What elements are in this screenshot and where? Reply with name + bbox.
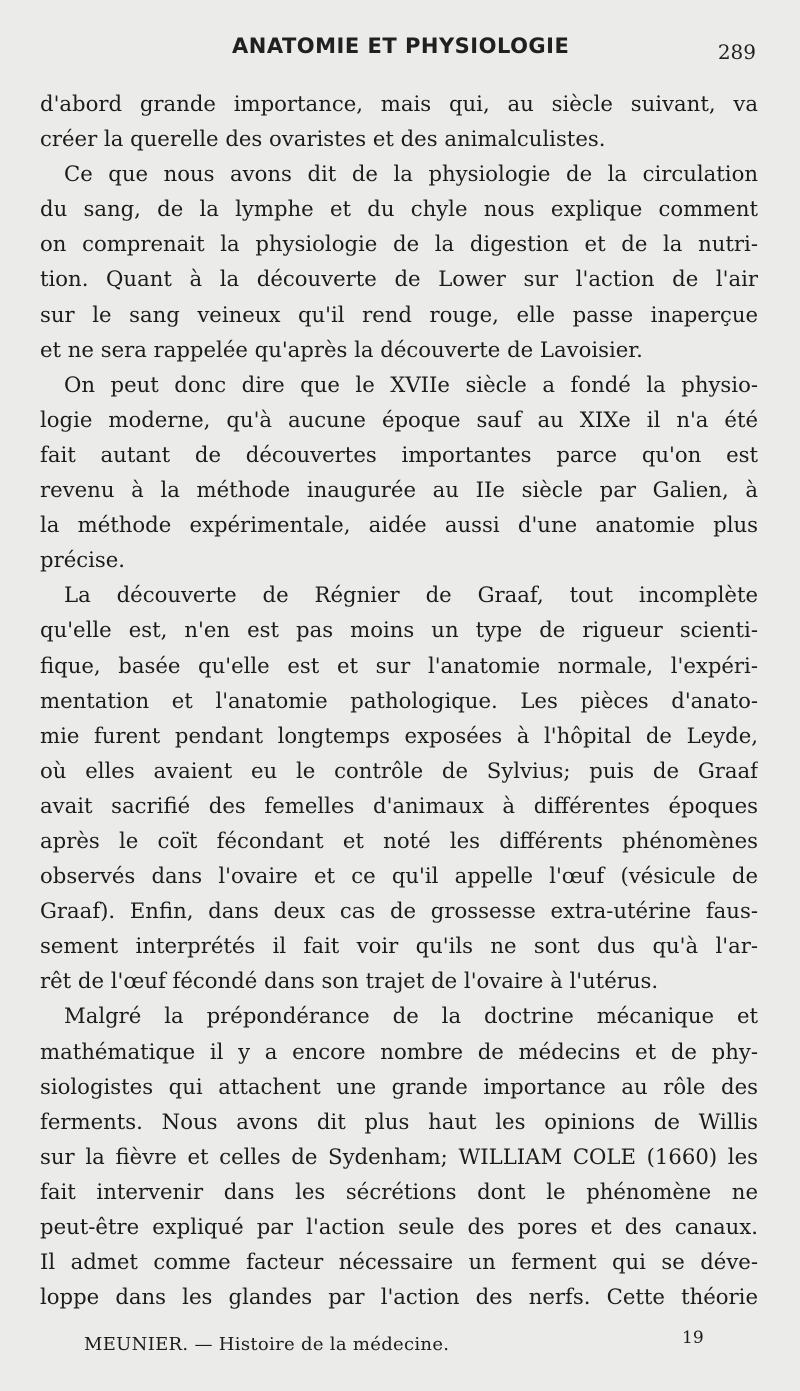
signature-mark: 19 <box>682 1328 704 1348</box>
running-head-title: ANATOMIE ET PHYSIOLOGIE <box>232 34 570 58</box>
text-line: et ne sera rappelée qu'après la découverte de Lavoisier. <box>40 336 643 362</box>
text-line: Ce que nous avons dit de la physiologie de la circulation <box>64 161 758 187</box>
text-line: peut-être expliqué par l'action seule des pores et des canaux. <box>40 1214 758 1239</box>
text-line: après le coït fécondant et noté les différents phénomènes <box>40 827 758 853</box>
body-text <box>40 86 758 1314</box>
text-line: fique, basée qu'elle est et sur l'anatomie normale, l'expéri- <box>40 652 758 678</box>
text-line: La découverte de Régnier de Graaf, tout incomplète <box>64 582 758 608</box>
page-footer <box>0 1328 800 1364</box>
text-line: sement interprétés il fait voir qu'ils ne sont dus qu'à l'ar- <box>40 933 758 959</box>
footer-citation <box>84 1334 449 1355</box>
text-line: logie moderne, qu'à aucune époque sauf au XIXe il n'a été <box>40 406 758 432</box>
text-line: rêt de l'œuf fécondé dans son trajet de l'ovaire à l'utérus. <box>40 968 659 994</box>
text-line: fait intervenir dans les sécrétions dont le phénomène ne <box>40 1178 758 1204</box>
text-line: siologistes qui attachent une grande importance au rôle des <box>40 1073 758 1099</box>
text-line: précise. <box>40 547 126 573</box>
text-line: observés dans l'ovaire et ce qu'il appelle l'œuf (vésicule de <box>40 863 758 889</box>
running-head <box>0 34 800 70</box>
text-line: on comprenait la physiologie de la digestion et de la nutri- <box>40 231 758 257</box>
text-line: avait sacrifié des femelles d'animaux à différentes époques <box>40 792 758 818</box>
text-line: mie furent pendant longtemps exposées à l'hôpital de Leyde, <box>40 722 758 748</box>
footer-separator: — <box>194 1334 213 1355</box>
text-line: sur la fièvre et celles de Sydenham; WILLIAM COLE (1660) les <box>40 1143 758 1169</box>
text-line: Graaf). Enfin, dans deux cas de grossesse extra-utérine faus- <box>40 898 758 924</box>
text-line: sur le sang veineux qu'il rend rouge, elle passe inaperçue <box>40 301 758 327</box>
text-line: qu'elle est, n'en est pas moins un type de rigueur scienti- <box>40 617 758 643</box>
footer-book-title: Histoire de la médecine. <box>218 1334 450 1355</box>
text-line: la méthode expérimentale, aidée aussi d'une anatomie plus <box>40 512 758 538</box>
text-line: Il admet comme facteur nécessaire un ferment qui se déve- <box>40 1249 758 1275</box>
text-line: Malgré la prépondérance de la doctrine mécanique et <box>64 1003 758 1029</box>
text-line: ferments. Nous avons dit plus haut les opinions de Willis <box>40 1108 758 1134</box>
text-line: fait autant de découvertes importantes parce qu'on est <box>40 441 758 467</box>
text-line: du sang, de la lymphe et du chyle nous explique comment <box>40 196 758 222</box>
text-line: créer la querelle des ovaristes et des animalculistes. <box>40 126 606 152</box>
text-line: mentation et l'anatomie pathologique. Les pièces d'anato- <box>40 687 758 713</box>
page-number: 289 <box>717 40 756 64</box>
text-line: où elles avaient eu le contrôle de Sylvius; puis de Graaf <box>40 757 758 783</box>
text-line: revenu à la méthode inaugurée au IIe siècle par Galien, à <box>40 477 758 503</box>
text-line: tion. Quant à la découverte de Lower sur l'action de l'air <box>40 266 758 292</box>
text-line: loppe dans les glandes par l'action des nerfs. Cette théorie <box>40 1284 758 1310</box>
text-line: d'abord grande importance, mais qui, au siècle suivant, va <box>40 91 758 116</box>
text-line: On peut donc dire que le XVIIe siècle a fondé la physio- <box>64 371 758 397</box>
text-line: mathématique il y a encore nombre de médecins et de phy- <box>40 1038 758 1064</box>
footer-author: MEUNIER. <box>84 1334 189 1355</box>
